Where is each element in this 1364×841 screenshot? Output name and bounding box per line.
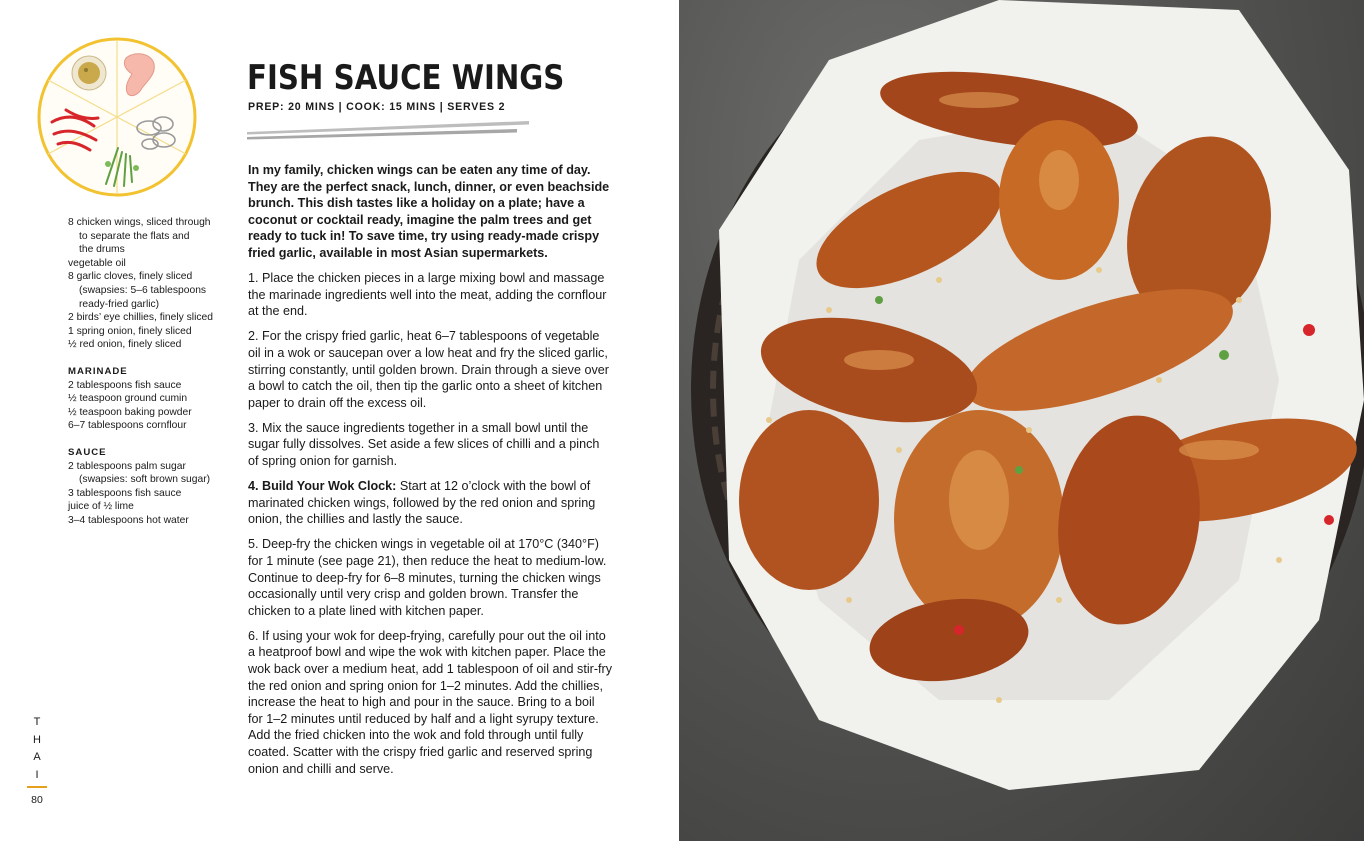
ingredient-line: 1 spring onion, finely sliced [68,325,192,337]
fried-wings-image [679,0,1364,841]
step-text: Start at 12 o’clock with the bowl of marinated chicken wings, followed by the red onion and spring onion, the chillies and lastly the sauce. [248,479,596,527]
ingredient-line: the drums [79,244,125,256]
method-text [248,162,612,786]
sauce-line: 3 tablespoons fish sauce [68,487,182,499]
recipe-meta: PREP: 20 MINS | COOK: 15 MINS | SERVES 2 [248,101,506,113]
sauce-line: 3–4 tablespoons hot water [68,514,189,526]
marinade-line: ½ teaspoon ground cumin [68,393,188,405]
sauce-line: 2 tablespoons palm sugar [68,460,186,472]
ingredient-line: (swapsies: 5–6 tablespoons [79,284,207,296]
sauce-heading: SAUCE [68,446,107,458]
chapter-letter: T [33,716,41,728]
chapter-letter: A [33,751,41,763]
method-step [248,478,612,528]
ingredient-line: ½ red onion, finely sliced [68,339,182,351]
method-step: 2. For the crispy fried garlic, heat 6–7 tablespoons of vegetable oil in a wok or saucepan over a low heat and fry the sliced garlic, stirring constantly, until golden brown. Drain through a sieve over a bowl to catch the oil, then tip the garlic onto a sheet of kitchen paper to drain off the excess oil. [248,329,609,410]
ingredient-line: 8 garlic cloves, finely sliced [68,271,193,283]
recipe-page [0,0,679,841]
wok-clock-illustration-icon [36,36,198,198]
chapter-rule [27,786,47,788]
step-title: 4. Build Your Wok Clock: [248,479,397,494]
ingredients-list [68,216,228,527]
ingredient-line: 8 chicken wings, sliced through [68,217,211,228]
chopsticks-icon [247,117,532,143]
method-step: 3. Mix the sauce ingredients together in a small bowl until the sugar fully dissolves. Set aside a few slices of chilli and a pinch of spring onion for garnish. [248,420,600,468]
page-number: 80 [31,793,43,806]
chapter-letter: I [35,768,39,781]
recipe-intro: In my family, chicken wings can be eaten any time of day. They are the perfect snack, lunch, dinner, or even beachside brunch. This dish tastes like a holiday on a plate; have a coconut or cocktail ready, imagine the palm trees and get ready to tuck in! To save time, try using ready-made crispy fried garlic, available in most Asian supermarkets. [248,163,610,260]
ingredient-line: to separate the flats and [79,230,190,242]
sauce-line: juice of ½ lime [68,501,134,513]
method-step: 5. Deep-fry the chicken wings in vegetable oil at 170°C (340°F) for 1 minute (see page 21), then reduce the heat to medium-low. Continue to deep-fry for 6–8 minutes, turning the chicken wings occasionally until very crisp and golden brown. Transfer the chicken to a plate lined with kitchen paper. [248,537,607,618]
sauce-line: (swapsies: soft brown sugar) [79,474,211,486]
marinade-line: 2 tablespoons fish sauce [68,379,182,391]
marinade-line: ½ teaspoon baking powder [68,406,192,418]
marinade-line: 6–7 tablespoons cornflour [68,420,187,432]
ingredient-line: vegetable oil [68,257,126,269]
method-step: 6. If using your wok for deep-frying, carefully pour out the oil into a heatproof bowl and wipe the wok with kitchen paper. Place the wok back over a medium heat, add 1 tablespoon of oil and stir-fry the red onion and spring onion for 1–2 minutes. Add the chillies, increase the heat to high and pour in the sauce. Bring to a boil for 1–2 minutes until reduced by half and a light syrupy texture. Add the fried chicken into the wok and fold through until fully coated. Scatter with the crispy fried garlic and reserved spring onion and chilli and serve. [248,628,613,776]
recipe-title: FISH SAUCE WINGS [247,58,565,98]
chapter-tab [27,714,47,809]
chapter-letter: H [33,733,41,746]
ingredient-line: ready-fried garlic) [79,298,160,310]
recipe-photo [679,0,1364,841]
marinade-heading: MARINADE [68,365,128,377]
ingredient-line: 2 birds’ eye chillies, finely sliced [68,312,213,324]
method-step: 1. Place the chicken pieces in a large mixing bowl and massage the marinade ingredients well into the meat, adding the cornflour at the end. [248,271,607,319]
